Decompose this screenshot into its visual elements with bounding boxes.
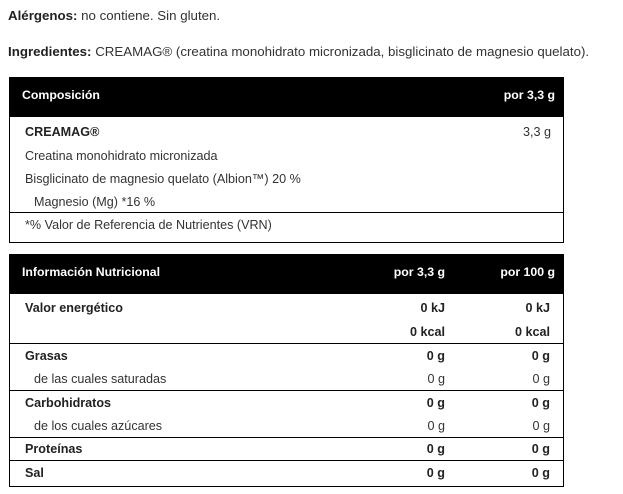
nutrition-row-value: 0 kcal <box>409 325 445 339</box>
nutrition-header-label: Información Nutricional <box>22 265 161 279</box>
composition-row-label: Bisglicinato de magnesio quelato (Albion™) 20 % <box>25 172 301 186</box>
composition-footnote: *% Valor de Referencia de Nutrientes (VRN) <box>25 218 272 232</box>
nutrition-row-label: de las cuales saturadas <box>34 372 167 386</box>
nutrition-header-per-100g: por 100 g <box>500 265 555 279</box>
nutrition-row-value: 0 g <box>427 372 445 386</box>
nutrition-table <box>9 254 564 487</box>
nutrition-row-value: 0 g <box>426 466 445 480</box>
nutrition-row-value: 0 g <box>426 349 445 363</box>
composition-row-value: 3,3 g <box>522 125 551 139</box>
nutrition-row-value: 0 g <box>427 419 445 433</box>
composition-row-label: Magnesio (Mg) *16 % <box>34 195 156 209</box>
ingredients-text: CREAMAG® (creatina monohidrato micronizada, bisglicinato de magnesio quelato). <box>91 44 590 59</box>
nutrition-header <box>10 255 563 293</box>
nutrition-row-value: 0 kJ <box>525 301 550 315</box>
nutrition-row-value: 0 g <box>531 442 550 456</box>
composition-table <box>9 77 564 243</box>
ingredients-label: Ingredientes: <box>8 44 92 59</box>
composition-row-label: Creatina monohidrato micronizada <box>25 149 218 163</box>
nutrition-row-label: Proteínas <box>25 442 83 456</box>
nutrition-row-value: 0 kJ <box>420 301 445 315</box>
composition-header <box>10 78 563 116</box>
nutrition-row-label: Grasas <box>25 349 68 363</box>
nutrition-row-label: Sal <box>25 466 44 480</box>
nutrition-row-value: 0 g <box>426 396 445 410</box>
composition-row-label: CREAMAG® <box>25 125 100 139</box>
nutrition-header-per-serving: por 3,3 g <box>393 265 445 279</box>
nutrition-row-label: Carbohidratos <box>25 396 112 410</box>
allergens-label: Alérgenos: <box>8 8 78 23</box>
nutrition-row-value: 0 g <box>532 372 550 386</box>
ingredients-line <box>8 44 589 59</box>
nutrition-row-value: 0 kcal <box>514 325 550 339</box>
nutrition-row-value: 0 g <box>531 466 550 480</box>
composition-header-serving: por 3,3 g <box>503 88 555 102</box>
allergens-line <box>8 8 220 23</box>
nutrition-row-value: 0 g <box>531 349 550 363</box>
allergens-text: no contiene. Sin gluten. <box>77 8 221 23</box>
nutrition-row-value: 0 g <box>426 442 445 456</box>
nutrition-row-label: Valor energético <box>25 301 123 315</box>
nutrition-row-label: de los cuales azúcares <box>34 419 163 433</box>
composition-header-label: Composición <box>22 88 100 102</box>
nutrition-row-value: 0 g <box>531 396 550 410</box>
nutrition-row-value: 0 g <box>532 419 550 433</box>
